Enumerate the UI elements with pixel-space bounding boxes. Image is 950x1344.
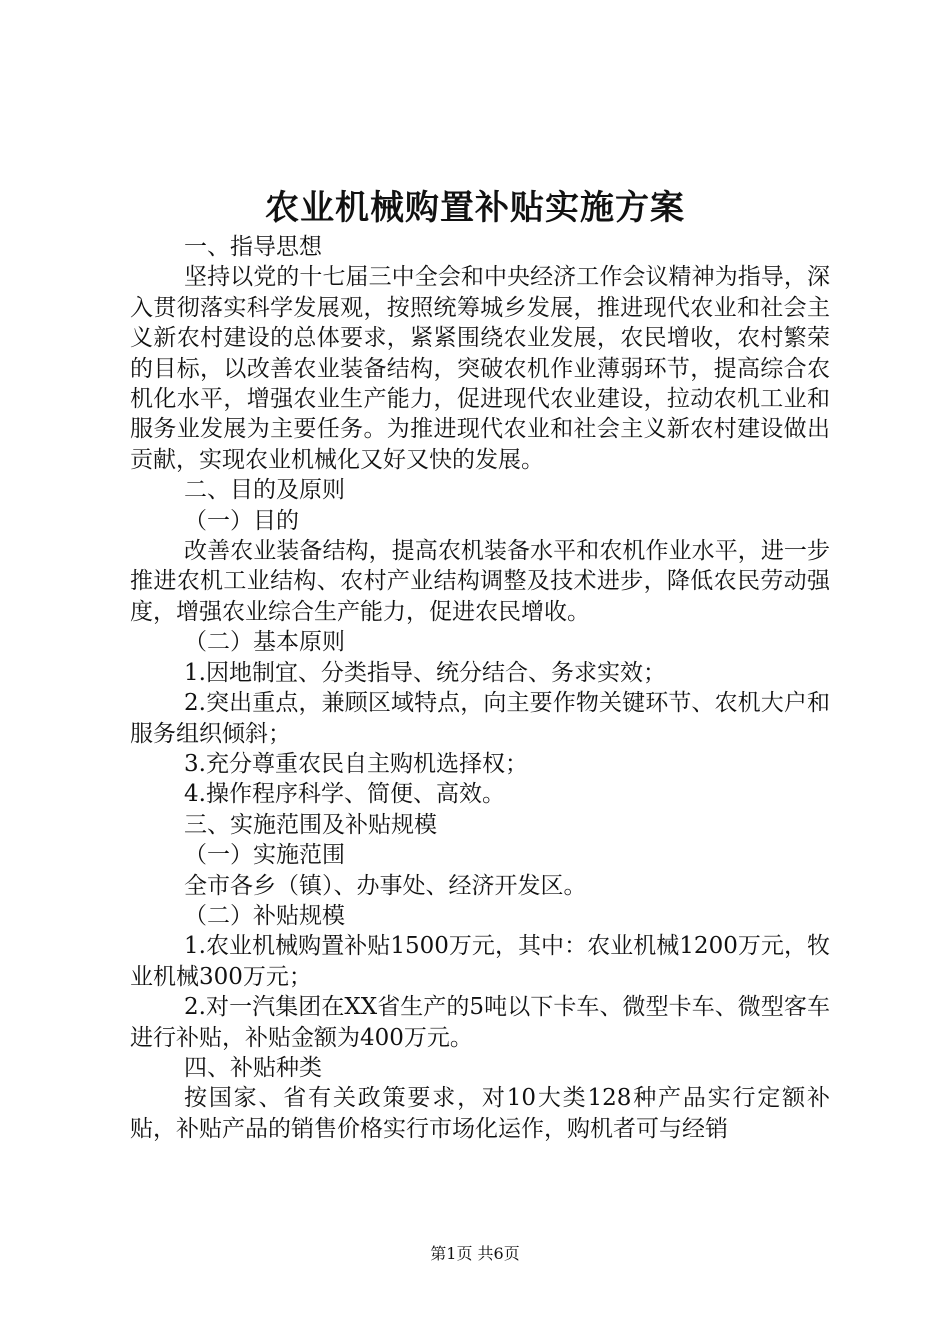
section-heading: 四、补贴种类	[184, 1054, 322, 1081]
subsection-heading: （一）实施范围	[184, 842, 345, 869]
page-footer: 第1页 共6页	[430, 1244, 520, 1263]
subsection-heading: （二）补贴规模	[184, 902, 345, 929]
list-item: 4.操作程序科学、简便、高效。	[184, 781, 505, 808]
body-paragraph: 坚持以党的十七届三中全会和中央经济工作会议精神为指导，深入贯彻落实科学发展观，按照统筹城乡发展，推进现代农业和社会主义新农村建设的总体要求，紧紧围绕农业发展，农民增收，农村繁荣的目标，以改善农业装备结构，突破农机作业薄弱环节，提高综合农机化水平，增强农业生产能力，促进现代农业建设，拉动农机工业和服务业发展为主要任务。为推进现代农业和社会主义新农村建设做出贡献，实现农业机械化又好又快的发展。	[130, 264, 830, 473]
section-heading: 一、指导思想	[184, 234, 322, 260]
list-item: 2.突出重点，兼顾区域特点，向主要作物关键环节、农机大户和服务组织倾斜；	[130, 690, 830, 747]
list-item: 1.农业机械购置补贴1500万元，其中：农业机械1200万元，牧业机械300万元；	[130, 933, 830, 990]
list-item: 2.对一汽集团在XX省生产的5吨以下卡车、微型卡车、微型客车进行补贴，补贴金额为400万元。	[130, 994, 830, 1051]
subsection-heading: （二）基本原则	[184, 629, 345, 656]
list-item: 1.因地制宜、分类指导、统分结合、务求实效；	[184, 659, 666, 686]
body-paragraph: 改善农业装备结构，提高农机装备水平和农机作业水平，进一步推进农机工业结构、农村产业结构调整及技术进步，降低农民劳动强度，增强农业综合生产能力，促进农民增收。	[130, 538, 830, 625]
subsection-heading: （一）目的	[184, 507, 299, 534]
list-item: 3.充分尊重农民自主购机选择权；	[184, 750, 528, 777]
document-title: 农业机械购置补贴实施方案	[265, 188, 685, 228]
section-heading: 二、目的及原则	[184, 477, 345, 504]
body-paragraph: 全市各乡（镇）、办事处、经济开发区。	[184, 872, 587, 899]
body-paragraph: 按国家、省有关政策要求，对10大类128种产品实行定额补贴，补贴产品的销售价格实行市场化运作，购机者可与经销	[130, 1085, 830, 1142]
document-body	[130, 232, 830, 1144]
section-heading: 三、实施范围及补贴规模	[184, 811, 437, 838]
